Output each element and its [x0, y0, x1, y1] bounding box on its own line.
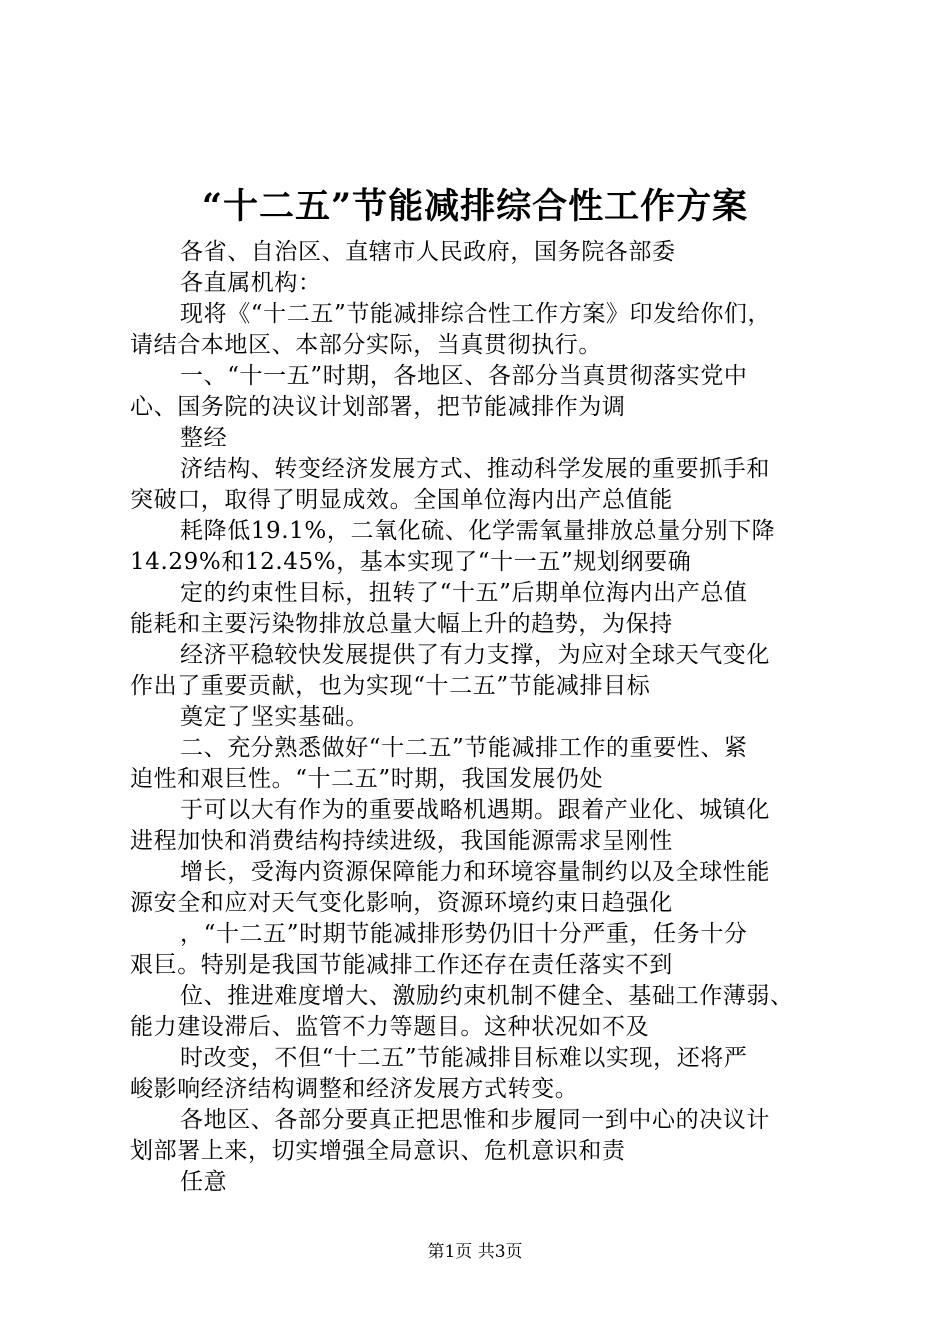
body-line: 突破口，取得了明显成效。全国单位海内出产总值能 — [130, 487, 673, 513]
body-line: 能耗和主要污染物排放总量大幅上升的趋势，为保持 — [130, 611, 673, 637]
body-line: 源安全和应对天气变化影响，资源环境约束日趋强化 — [130, 890, 673, 916]
body-line: 耗降低19.1%，二氧化硫、化学需氧量排放总量分别下降 — [180, 518, 776, 544]
body-line: 心、国务院的决议计划部署，把节能减排作为调 — [130, 394, 626, 420]
body-line: 作出了重要贡献，也为实现“十二五”节能减排目标 — [130, 673, 651, 699]
body-line: 各地区、各部分要真正把思惟和步履同一到中心的决议计 — [180, 1107, 770, 1133]
page-indicator: 第1页 共3页 — [427, 1242, 523, 1262]
body-line: 济结构、转变经济发展方式、推动科学发展的重要抓手和 — [180, 456, 770, 482]
body-line: 增长，受海内资源保障能力和环境容量制约以及全球性能 — [180, 859, 770, 885]
document-title: “十二五”节能减排综合性工作方案 — [201, 186, 749, 227]
body-line: 14.29%和12.45%，基本实现了“十一五”规划纲要确 — [130, 549, 692, 575]
body-line: 各省、自治区、直辖市人民政府，国务院各部委 — [180, 239, 676, 265]
body-line: 划部署上来，切实增强全局意识、危机意识和责 — [130, 1138, 626, 1164]
body-line: 整经 — [180, 425, 228, 451]
body-line: 位、推进难度增大、激励约束机制不健全、基础工作薄弱、 — [180, 983, 794, 1009]
body-line: 二、充分熟悉做好“十二五”节能减排工作的重要性、紧 — [180, 735, 748, 761]
body-line: 任意 — [180, 1169, 228, 1195]
body-line: 于可以大有作为的重要战略机遇期。跟着产业化、城镇化 — [180, 797, 770, 823]
body-line: 定的约束性目标，扭转了“十五”后期单位海内出产总值 — [180, 580, 748, 606]
body-line: ，“十二五”时期节能减排形势仍旧十分严重，任务十分 — [180, 921, 748, 947]
body-line: 峻影响经济结构调整和经济发展方式转变。 — [130, 1076, 579, 1102]
body-line: 迫性和艰巨性。“十二五”时期，我国发展仍处 — [130, 766, 604, 792]
body-line: 时改变，不但“十二五”节能减排目标难以实现，还将严 — [180, 1045, 748, 1071]
body-line: 进程加快和消费结构持续进级，我国能源需求呈刚性 — [130, 828, 673, 854]
body-line: 能力建设滞后、监管不力等题目。这种状况如不及 — [130, 1014, 650, 1040]
body-line: 现将《“十二五”节能减排综合性工作方案》印发给你们， — [180, 301, 772, 327]
body-line: 请结合本地区、本部分实际，当真贯彻执行。 — [130, 332, 602, 358]
body-line: 一、“十一五”时期，各地区、各部分当真贯彻落实党中 — [180, 363, 748, 389]
body-line: 奠定了坚实基础。 — [180, 704, 369, 730]
body-line: 各直属机构： — [180, 270, 322, 296]
body-line: 经济平稳较快发展提供了有力支撑，为应对全球天气变化 — [180, 642, 770, 668]
body-line: 艰巨。特别是我国节能减排工作还存在责任落实不到 — [130, 952, 673, 978]
